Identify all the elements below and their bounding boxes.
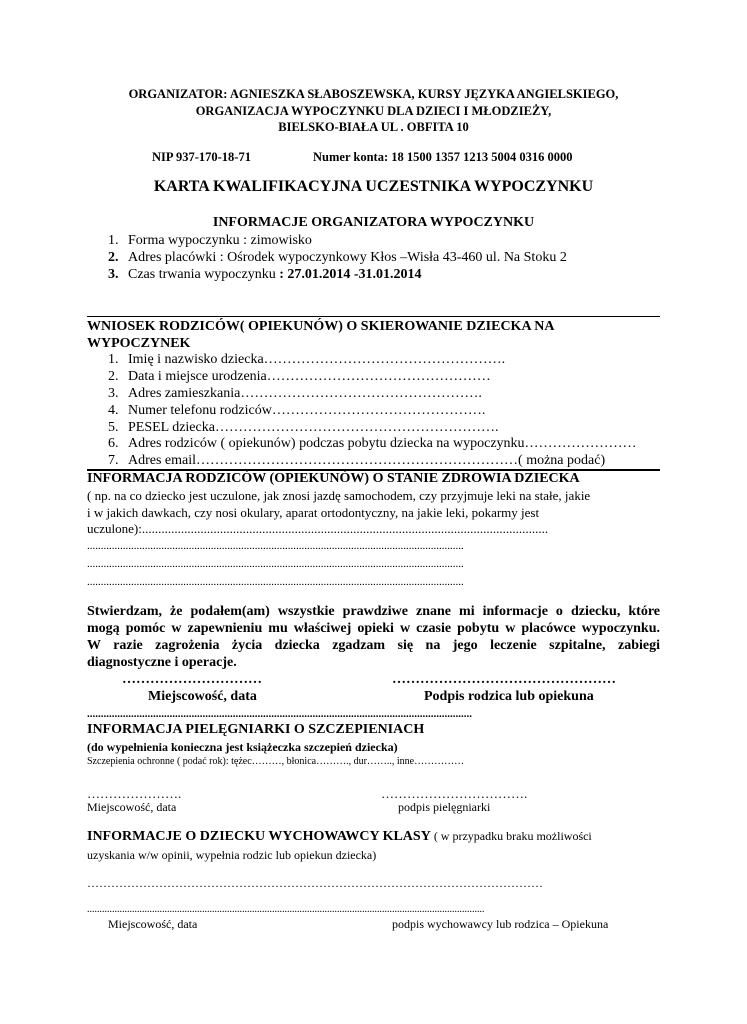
request-field-birth[interactable]: 2. Data i miejsce urodzenia………………………………………… (108, 369, 491, 384)
health-info-dots[interactable]: ......................................................................................................................................... (87, 558, 464, 570)
signature-place-date-line[interactable]: ………………………… (122, 672, 262, 687)
health-info-line1: ( np. na co dziecko jest uczulone, jak znosi jazdę samochodem, czy przyjmuje leki na stałe, jakie (87, 488, 591, 503)
organizer-info-item: 2. Adres placówki : Ośrodek wypoczynkowy Kłos –Wisła 43-460 ul. Na Stoku 2 (108, 250, 567, 265)
health-info-heading: INFORMACJA RODZICÓW (OPIEKUNÓW) O STANIE ZDROWIA DZIECKA (87, 471, 580, 486)
teacher-heading: INFORMACJE O DZIECKU WYCHOWAWCY KLASY ( w przypadku braku możliwości (87, 829, 592, 844)
document-title: KARTA KWALIFIKACYJNA UCZESTNIKA WYPOCZYNKU (153, 178, 594, 195)
health-info-line3[interactable]: uczulone):............................................................................................................................. (87, 521, 549, 536)
nurse-heading: INFORMACJA PIELĘGNIARKI O SZCZEPIENIACH (87, 722, 425, 737)
nurse-signature-label: podpis pielęgniarki (398, 800, 491, 814)
section-divider (87, 316, 660, 317)
health-info-line2: i w jakich dawkach, czy nosi okulary, aparat ortodontyczny, na jakie leki, pokarmy jest (87, 505, 540, 520)
teacher-signature-label: podpis wychowawcy lub rodzica – Opiekuna (392, 917, 609, 931)
organizer-info-item: 3. Czas trwania wypoczynku : 27.01.2014 -31.01.2014 (108, 267, 422, 282)
teacher-opinion-dots[interactable]: ............................................................................................................................................................... (87, 904, 485, 915)
parents-request-heading-line2: WYPOCZYNEK (87, 336, 191, 351)
organizer-header-line3: BIELSKO-BIAŁA UL . OBFITA 10 (278, 120, 469, 134)
separator-dots: ............................................................................................................................................ (87, 708, 472, 720)
organizer-header-line1: ORGANIZATOR: AGNIESZKA SŁABOSZEWSKA, KURSY JĘZYKA ANGIELSKIEGO, (128, 87, 619, 101)
nurse-subheading: (do wypełnienia konieczna jest książeczka szczepień dziecka) (87, 740, 398, 754)
request-field-pesel[interactable]: 5. PESEL dziecka……………………………………………………. (108, 420, 499, 435)
request-field-parents-address[interactable]: 6. Adres rodziców ( opiekunów) podczas pobytu dziecka na wypoczynku…………………… (108, 436, 637, 451)
declaration-line2: mogą pomóc w zapewnieniu mu właściwej opieki w czasie pobytu w placówce wypoczynku. (87, 621, 660, 636)
teacher-opinion-dots[interactable]: …………………………………………………………………………………………………… (87, 876, 543, 890)
nurse-place-date-label: Miejscowość, data (87, 800, 177, 814)
declaration-line1: Stwierdzam, że podałem(am) wszystkie prawdziwe znane mi informacje o dziecku, które (87, 604, 660, 619)
health-info-dots[interactable]: ......................................................................................................................................... (87, 576, 464, 588)
health-info-dots[interactable]: ......................................................................................................................................... (87, 540, 464, 552)
nurse-place-date-line[interactable]: …………………. (87, 786, 182, 801)
teacher-heading-note: uzyskania w/w opinii, wypełnia rodzic lub opiekun dziecka) (87, 848, 377, 862)
nurse-signature-line[interactable]: ……………………………. (381, 786, 528, 801)
declaration-line3: W razie zagrożenia życia dziecka zgadzam się na jego leczenie szpitalne, zabiegi (87, 638, 660, 653)
nip-number: NIP 937-170-18-71 (152, 150, 251, 164)
parent-signature-line[interactable]: ………………………………………… (392, 672, 616, 687)
bank-account: Numer konta: 18 1500 1357 1213 5004 0316 0000 (313, 150, 573, 164)
teacher-place-date-label: Miejscowość, data (108, 917, 198, 931)
vaccination-field[interactable]: Szczepienia ochronne ( podać rok): tężec………, błonica………., dur…….., inne…………… (87, 756, 465, 767)
request-field-email[interactable]: 7. Adres email……………………………………………………………( można podać) (108, 453, 606, 468)
place-date-label: Miejscowość, data (148, 689, 257, 704)
organizer-header-line2: ORGANIZACJA WYPOCZYNKU DLA DZIECI I MŁODZIEŻY, (195, 104, 552, 118)
declaration-line4: diagnostyczne i operacje. (87, 655, 237, 670)
organizer-info-item: 1. Forma wypoczynku : zimowisko (108, 233, 312, 248)
request-field-address[interactable]: 3. Adres zamieszkania……………………………………………. (108, 386, 482, 401)
request-field-child-name[interactable]: 1. Imię i nazwisko dziecka……………………………………………. (108, 352, 506, 367)
parents-request-heading-line1: WNIOSEK RODZICÓW( OPIEKUNÓW) O SKIEROWANIE DZIECKA NA (87, 319, 555, 334)
organizer-info-heading: INFORMACJE ORGANIZATORA WYPOCZYNKU (212, 215, 535, 230)
parent-signature-label: Podpis rodzica lub opiekuna (424, 689, 594, 704)
request-field-phone[interactable]: 4. Numer telefonu rodziców………………………………………. (108, 403, 486, 418)
